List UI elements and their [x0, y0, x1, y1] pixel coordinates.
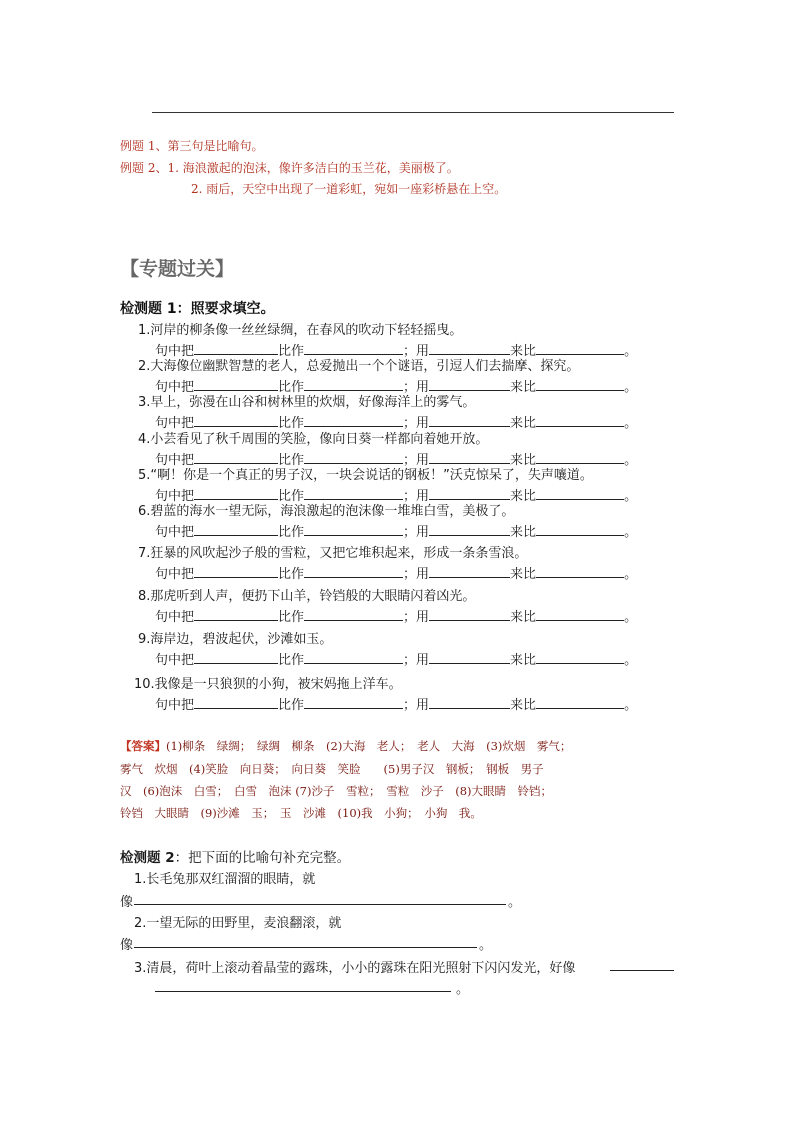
fill-label: 来比 [510, 525, 537, 540]
test1-fill-row-10 [155, 694, 637, 713]
fill-blank[interactable] [536, 342, 624, 355]
fill-blank[interactable] [194, 487, 278, 500]
fill-label: 来比 [510, 453, 537, 468]
fill-label: 来比 [510, 380, 537, 395]
fill-blank[interactable] [536, 378, 624, 391]
fill-label: 来比 [510, 610, 537, 625]
fill-label: ；用 [403, 698, 430, 713]
fill-blank[interactable] [304, 651, 403, 664]
test1-fill-row-9 [155, 649, 637, 668]
test1-question-6: 6.碧蓝的海水一望无际，海浪激起的泡沫像一堆堆白雪，美极了。 [138, 504, 515, 519]
fill-blank[interactable] [304, 696, 403, 709]
fill-blank[interactable] [429, 378, 510, 391]
fill-blank[interactable] [194, 651, 278, 664]
fill-blank[interactable] [194, 414, 278, 427]
fill-blank[interactable] [536, 565, 624, 578]
answer-text-1: (1)柳条 绿绸； 绿绸 柳条 (2)大海 老人； 老人 大海 (3)炊烟 雾气； [166, 739, 572, 753]
fill-label: 比作 [278, 610, 305, 625]
fill-blank[interactable] [304, 487, 403, 500]
fill-label: ；用 [403, 567, 430, 582]
test1-question-8: 8.那虎听到人声，便扔下山羊，铃铛般的大眼睛闪着凶光。 [138, 589, 476, 604]
test2-q2-period: 。 [479, 938, 493, 953]
answer-line-3: 汉 (6)泡沫 白雪； 白雪 泡沫 (7)沙子 雪粒； 雪粒 沙子 (8)大眼睛 铃铛； [120, 784, 553, 798]
fill-label: 比作 [278, 380, 305, 395]
test1-question-1: 1.河岸的柳条像一丝丝绿绸，在春风的吹动下轻轻摇曳。 [138, 323, 463, 338]
top-rule [152, 112, 674, 113]
test2-q2: 2.一望无际的田野里，麦浪翻滚，就 [134, 916, 342, 931]
fill-blank[interactable] [429, 414, 510, 427]
test1-question-2: 2.大海像位幽默智慧的老人，总爱抛出一个个谜语，引逗人们去揣摩、探究。 [138, 359, 580, 374]
fill-label: 。 [624, 698, 638, 713]
example-2-1: 例题 2、1. 海浪激起的泡沫，像许多洁白的玉兰花，美丽极了。 [120, 161, 459, 175]
fill-label: 句中把 [155, 489, 195, 504]
fill-label: 来比 [510, 489, 537, 504]
answer-line-4: 铃铛 大眼睛 (9)沙滩 玉； 玉 沙滩 (10)我 小狗； 小狗 我。 [120, 806, 482, 820]
fill-blank[interactable] [536, 523, 624, 536]
answer-line-1 [120, 738, 571, 754]
test2-q2-cont: 像 [120, 938, 134, 953]
fill-blank[interactable] [194, 696, 278, 709]
fill-blank[interactable] [429, 608, 510, 621]
test2-title-bold: 检测题 2 [120, 850, 175, 866]
fill-label: 句中把 [155, 344, 195, 359]
example-2-2: 2. 雨后，天空中出现了一道彩虹，宛如一座彩桥悬在上空。 [191, 182, 507, 196]
test2-title-rest: ：把下面的比喻句补充完整。 [174, 850, 351, 866]
test2-q3-period: 。 [456, 982, 470, 997]
test2-q1-period: 。 [508, 895, 522, 910]
fill-label: 。 [624, 610, 638, 625]
test1-fill-row-8 [155, 606, 637, 625]
test1-fill-row-7 [155, 563, 637, 582]
section-title: 【专题过关】 [120, 258, 235, 280]
fill-label: ；用 [403, 489, 430, 504]
fill-label: 比作 [278, 489, 305, 504]
fill-label: 。 [624, 453, 638, 468]
test2-q2-blank[interactable] [134, 947, 477, 948]
fill-blank[interactable] [194, 378, 278, 391]
fill-blank[interactable] [536, 451, 624, 464]
test2-q3-blank-b[interactable] [155, 991, 451, 992]
fill-label: 句中把 [155, 453, 195, 468]
fill-label: ；用 [403, 453, 430, 468]
test1-question-9: 9.海岸边，碧波起伏，沙滩如玉。 [138, 632, 333, 647]
fill-blank[interactable] [304, 565, 403, 578]
fill-blank[interactable] [536, 487, 624, 500]
fill-label: 句中把 [155, 525, 195, 540]
fill-blank[interactable] [536, 651, 624, 664]
fill-blank[interactable] [429, 696, 510, 709]
test1-question-5: 5.“啊！你是一个真正的男子汉，一块会说话的钢板！”沃克惊呆了，失声嚷道。 [138, 468, 593, 483]
fill-label: 比作 [278, 344, 305, 359]
fill-label: ；用 [403, 416, 430, 431]
test1-title: 检测题 1：照要求填空。 [120, 301, 275, 317]
test2-q1-cont: 像 [120, 895, 134, 910]
fill-label: ；用 [403, 653, 430, 668]
fill-label: 句中把 [155, 698, 195, 713]
fill-label: 。 [624, 416, 638, 431]
fill-blank[interactable] [194, 608, 278, 621]
fill-blank[interactable] [304, 608, 403, 621]
test2-q1-blank[interactable] [134, 904, 506, 905]
fill-blank[interactable] [304, 523, 403, 536]
fill-label: 来比 [510, 698, 537, 713]
fill-blank[interactable] [429, 523, 510, 536]
fill-label: 来比 [510, 653, 537, 668]
fill-label: 。 [624, 567, 638, 582]
example-1: 例题 1、第三句是比喻句。 [120, 139, 264, 153]
fill-label: 比作 [278, 567, 305, 582]
fill-label: 来比 [510, 567, 537, 582]
fill-label: ；用 [403, 380, 430, 395]
fill-blank[interactable] [194, 342, 278, 355]
fill-label: 。 [624, 525, 638, 540]
test2-q3-blank-a[interactable] [610, 970, 674, 971]
fill-label: 比作 [278, 453, 305, 468]
fill-label: 句中把 [155, 380, 195, 395]
fill-blank[interactable] [304, 451, 403, 464]
fill-label: 。 [624, 489, 638, 504]
fill-label: 句中把 [155, 653, 195, 668]
fill-label: 比作 [278, 525, 305, 540]
fill-label: 。 [624, 380, 638, 395]
fill-label: 比作 [278, 416, 305, 431]
test2-title [120, 846, 350, 866]
test1-question-3: 3.早上，弥漫在山谷和树林里的炊烟，好像海洋上的雾气。 [138, 395, 476, 410]
fill-blank[interactable] [194, 565, 278, 578]
test2-q1: 1.长毛兔那双红溜溜的眼睛，就 [134, 872, 316, 887]
fill-label: 来比 [510, 416, 537, 431]
fill-blank[interactable] [304, 414, 403, 427]
test2-q3: 3.清晨，荷叶上滚动着晶莹的露珠，小小的露珠在阳光照射下闪闪发光，好像 [134, 961, 576, 976]
fill-blank[interactable] [194, 451, 278, 464]
fill-blank[interactable] [429, 565, 510, 578]
fill-label: 。 [624, 653, 638, 668]
fill-label: 比作 [278, 653, 305, 668]
fill-label: ；用 [403, 344, 430, 359]
fill-label: 句中把 [155, 567, 195, 582]
fill-label: ；用 [403, 525, 430, 540]
fill-blank[interactable] [304, 378, 403, 391]
fill-label: 句中把 [155, 416, 195, 431]
fill-label: 来比 [510, 344, 537, 359]
fill-blank[interactable] [429, 487, 510, 500]
fill-blank[interactable] [536, 608, 624, 621]
fill-label: ；用 [403, 610, 430, 625]
fill-blank[interactable] [304, 342, 403, 355]
fill-blank[interactable] [536, 414, 624, 427]
test1-question-10: 10.我像是一只狼狈的小狗，被宋妈拖上洋车。 [134, 677, 402, 692]
test1-question-4: 4.小芸看见了秋千周围的笑脸，像向日葵一样都向着她开放。 [138, 432, 489, 447]
test1-fill-row-6 [155, 521, 637, 540]
fill-blank[interactable] [429, 342, 510, 355]
fill-label: 。 [624, 344, 638, 359]
test1-question-7: 7.狂暴的风吹起沙子般的雪粒，又把它堆积起来，形成一条条雪浪。 [138, 546, 528, 561]
answer-line-2: 雾气 炊烟 (4)笑脸 向日葵； 向日葵 笑脸 (5)男子汉 钢板； 钢板 男子 [120, 762, 544, 776]
fill-blank[interactable] [429, 451, 510, 464]
fill-label: 比作 [278, 698, 305, 713]
fill-label: 句中把 [155, 610, 195, 625]
fill-blank[interactable] [194, 523, 278, 536]
answer-tag: 【答案】 [120, 739, 166, 753]
fill-blank[interactable] [429, 651, 510, 664]
fill-blank[interactable] [536, 696, 624, 709]
